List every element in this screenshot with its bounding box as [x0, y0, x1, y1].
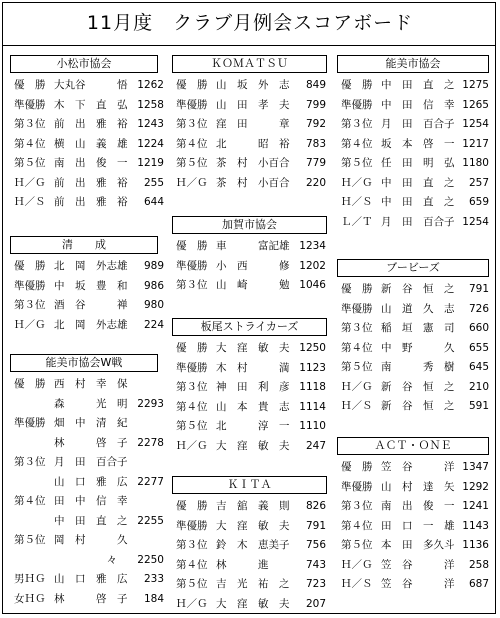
rank-label: Ｈ／Ｇ: [176, 176, 208, 189]
player-score: 1219: [137, 157, 164, 169]
player-name: 山 田 孝 夫: [216, 98, 290, 111]
rank-label: 第５位: [14, 157, 46, 169]
player-name: 森 光 明: [54, 397, 128, 410]
section-header-itao: 板尾ストライカーズ: [172, 318, 327, 336]
rank-label: 優 勝: [341, 283, 373, 295]
player-score: 989: [143, 260, 164, 272]
rank-label: 第５位: [176, 420, 208, 432]
player-score: 2255: [137, 514, 164, 527]
rank-label: 第３位: [341, 500, 373, 512]
player-name: 北 岡 外志雄: [54, 260, 128, 272]
player-name: 畑 中 清 紀: [54, 417, 128, 429]
rank-label: 第５位: [14, 534, 46, 546]
player-score: 220: [305, 176, 326, 189]
rank-label: 準優勝: [176, 519, 208, 532]
player-name: 田 口 一 雄: [381, 519, 455, 532]
rank-label: 準優勝: [176, 98, 208, 111]
score-row: [176, 360, 326, 376]
player-name: 新 谷 恒 之: [381, 283, 455, 295]
player-name: 月 田 百合子: [381, 118, 455, 130]
player-score: 655: [468, 341, 489, 354]
player-score: 2277: [137, 475, 164, 488]
score-row: [176, 136, 326, 152]
rank-label: 第４位: [341, 519, 373, 532]
score-row: [176, 175, 326, 191]
score-row: [176, 418, 326, 434]
player-score: 726: [468, 302, 489, 315]
player-name: 笠 谷 洋: [381, 461, 455, 473]
player-score: 743: [305, 558, 326, 571]
rank-label: 第４位: [14, 495, 46, 507]
player-name: 横 山 義 雄: [54, 137, 128, 150]
rank-label: 準優勝: [14, 417, 46, 429]
rank-label: 優 勝: [176, 342, 208, 354]
player-name: 茶 村 小百合: [216, 176, 290, 189]
score-row: [176, 116, 326, 132]
score-row: [14, 278, 164, 294]
score-row: [341, 459, 489, 475]
player-name: 笠 谷 洋: [381, 558, 455, 571]
player-name: 南 秀 樹: [381, 361, 455, 373]
player-score: 2278: [137, 436, 164, 449]
player-name: 月 田 百合子: [54, 456, 128, 468]
player-name: 大 窪 敏 夫: [216, 519, 290, 532]
player-score: 1110: [299, 420, 326, 432]
player-name: 神 田 利 彦: [216, 381, 290, 393]
player-score: 1243: [137, 118, 164, 130]
score-row: [341, 479, 489, 495]
player-score: 591: [468, 400, 489, 412]
score-row: [14, 513, 164, 529]
player-score: 791: [468, 283, 489, 295]
rank-label: 第３位: [14, 456, 46, 468]
score-row: [14, 136, 164, 152]
player-name: 中 田 直 之: [381, 79, 455, 91]
player-name: 稲 垣 憲 司: [381, 322, 455, 334]
rank-label: 優 勝: [14, 260, 46, 272]
player-name: 前 出 雅 裕: [54, 118, 128, 130]
rank-label: 優 勝: [341, 79, 373, 91]
player-name: 鈴 木 恵美子: [216, 539, 290, 551]
player-name: 山 道 久 志: [381, 302, 455, 315]
rank-label: Ｈ／Ｇ: [341, 176, 373, 189]
player-score: 1265: [462, 98, 489, 111]
score-row: [176, 438, 326, 454]
rank-label: 第５位: [176, 157, 208, 169]
player-score: 1224: [137, 137, 164, 150]
player-score: 980: [143, 299, 164, 311]
rank-label: 第３位: [176, 118, 208, 130]
player-score: 184: [143, 592, 164, 605]
score-row: [176, 596, 326, 612]
player-name: 酒 谷 禅: [54, 299, 128, 311]
player-score: 799: [305, 98, 326, 111]
player-score: 1258: [137, 98, 164, 111]
rank-label: 第３位: [14, 299, 46, 311]
rank-label: Ｈ／Ｓ: [14, 196, 46, 208]
player-name: 茶 村 小百合: [216, 157, 290, 169]
rank-label: Ｈ／Ｓ: [341, 196, 373, 208]
player-name: 々: [54, 553, 117, 566]
section-header-nomi: 能美市協会: [337, 55, 489, 73]
player-score: 1254: [462, 215, 489, 228]
player-name: 吉 光 祐 之: [216, 578, 290, 590]
score-row: [14, 474, 164, 490]
rank-label: Ｈ／Ｓ: [341, 400, 373, 412]
rank-label: Ｈ／Ｇ: [14, 318, 46, 331]
player-score: 660: [468, 322, 489, 334]
score-row: [14, 552, 164, 568]
player-score: 1136: [462, 539, 489, 551]
player-score: 1217: [462, 137, 489, 150]
page-title: 11月度 クラブ月例会スコアボード: [86, 12, 414, 34]
player-score: 1118: [299, 381, 326, 393]
player-name: 北 昭 裕: [216, 137, 290, 150]
score-row: [341, 340, 489, 356]
player-score: 1241: [462, 500, 489, 512]
player-score: 2250: [137, 553, 164, 566]
score-row: [14, 194, 164, 210]
player-score: 257: [468, 176, 489, 189]
score-row: [341, 214, 489, 230]
rank-label: 第５位: [341, 539, 373, 551]
rank-label: 準優勝: [341, 480, 373, 493]
score-row: [176, 97, 326, 113]
player-name: 南 出 俊 一: [381, 500, 455, 512]
score-row: [14, 155, 164, 171]
rank-label: 女ＨＧ: [14, 592, 46, 605]
rank-label: 第３位: [176, 279, 208, 291]
score-row: [14, 532, 164, 548]
rank-label: 準優勝: [14, 98, 46, 111]
rank-label: 優 勝: [14, 79, 46, 91]
rank-label: Ｈ／Ｇ: [176, 597, 208, 610]
rank-label: Ｈ／Ｇ: [341, 558, 373, 571]
player-score: 659: [468, 196, 489, 208]
section-header-kita: ＫＩＴＡ: [172, 476, 327, 494]
player-score: 1250: [299, 342, 326, 354]
score-row: [14, 435, 164, 451]
rank-label: Ｈ／Ｓ: [341, 578, 373, 590]
player-score: 1046: [299, 279, 326, 291]
player-name: 車 富記雄: [216, 240, 290, 252]
rank-label: 第３位: [176, 539, 208, 551]
score-row: [176, 77, 326, 93]
rank-label: 優 勝: [176, 79, 208, 91]
rank-label: Ｈ／Ｇ: [14, 176, 46, 189]
score-row: [176, 518, 326, 534]
player-score: 779: [305, 157, 326, 169]
player-score: 224: [143, 318, 164, 331]
player-score: 1292: [462, 480, 489, 493]
rank-label: 第５位: [341, 361, 373, 373]
player-score: 207: [305, 597, 326, 610]
score-row: [176, 498, 326, 514]
player-score: 986: [143, 279, 164, 292]
score-row: [176, 238, 326, 254]
player-score: 210: [468, 380, 489, 393]
player-score: 1123: [299, 361, 326, 374]
score-row: [341, 301, 489, 317]
player-name: 大 窪 敏 夫: [216, 597, 290, 610]
player-name: 南 出 俊 一: [54, 157, 128, 169]
section-header-komatsu2: ＫＯＭＡＴＳＵ: [172, 55, 327, 73]
player-name: 中 田 信 幸: [381, 98, 455, 111]
player-name: 大 窪 敏 夫: [216, 342, 290, 354]
player-name: 任 田 明 弘: [381, 157, 455, 169]
rank-label: 準優勝: [14, 279, 46, 292]
rank-label: Ｌ／Ｔ: [341, 215, 373, 228]
player-name: 木 下 直 弘: [54, 98, 128, 111]
rank-label: 第３位: [341, 322, 373, 334]
rank-label: 第５位: [341, 157, 373, 169]
rank-label: 第３位: [14, 118, 46, 130]
player-score: 258: [468, 558, 489, 571]
score-row: [14, 97, 164, 113]
score-row: [341, 398, 489, 414]
player-score: 1202: [299, 259, 326, 272]
player-name: 岡 村 久: [54, 534, 128, 546]
player-name: 山 本 貴 志: [216, 400, 290, 413]
score-row: [14, 297, 164, 313]
rank-label: 準優勝: [341, 98, 373, 111]
player-name: 北 岡 外志雄: [54, 318, 128, 331]
score-row: [341, 194, 489, 210]
score-row: [14, 396, 164, 412]
player-score: 644: [143, 196, 164, 208]
section-header-seisei: 清 成: [10, 236, 158, 254]
player-score: 1262: [137, 79, 164, 91]
section-header-kaga: 加賀市協会: [172, 216, 327, 234]
player-name: 吉 舘 義 則: [216, 500, 290, 512]
section-header-nomiw: 能美市協会W戦: [10, 354, 158, 372]
score-row: [341, 518, 489, 534]
player-name: 山 口 雅 広: [54, 573, 128, 585]
player-name: 前 出 雅 裕: [54, 176, 128, 189]
score-row: [176, 537, 326, 553]
score-row: [341, 359, 489, 375]
score-row: [341, 77, 489, 93]
rank-label: 第４位: [341, 137, 373, 150]
score-row: [14, 454, 164, 470]
score-row: [14, 415, 164, 431]
score-row: [341, 498, 489, 514]
player-score: 826: [305, 500, 326, 512]
player-name: 大 窪 敏 夫: [216, 439, 290, 452]
player-name: 山 口 雅 広: [54, 475, 128, 488]
score-row: [14, 591, 164, 607]
score-row: [176, 557, 326, 573]
score-row: [341, 379, 489, 395]
score-row: [341, 557, 489, 573]
player-name: 林 啓 子: [54, 436, 128, 449]
player-name: 木 村 満: [216, 361, 290, 374]
rank-label: 第４位: [176, 137, 208, 150]
score-row: [341, 576, 489, 592]
score-row: [341, 116, 489, 132]
rank-label: 男ＨＧ: [14, 573, 46, 585]
rank-label: 優 勝: [176, 240, 208, 252]
score-row: [341, 320, 489, 336]
player-score: 1275: [462, 79, 489, 91]
score-row: [176, 379, 326, 395]
rank-label: Ｈ／Ｇ: [341, 380, 373, 393]
player-name: 中 田 直 之: [381, 176, 455, 189]
score-row: [14, 317, 164, 333]
player-name: 山 村 達 矢: [381, 480, 455, 493]
player-name: 中 田 直 之: [54, 514, 128, 527]
player-name: 中 野 久: [381, 341, 455, 354]
rank-label: 第４位: [14, 137, 46, 150]
player-name: 田 中 信 幸: [54, 495, 128, 507]
player-score: 1254: [462, 118, 489, 130]
rank-label: Ｈ／Ｇ: [176, 439, 208, 452]
score-row: [341, 136, 489, 152]
section-header-komatsu: 小松市協会: [10, 55, 158, 73]
rank-label: 第４位: [176, 558, 208, 571]
rank-label: 優 勝: [341, 461, 373, 473]
player-score: 2293: [137, 397, 164, 410]
score-row: [176, 155, 326, 171]
player-score: 1234: [299, 240, 326, 252]
player-score: 1114: [299, 400, 326, 413]
player-score: 247: [305, 439, 326, 452]
player-score: 1180: [462, 157, 489, 169]
player-name: 中 坂 豊 和: [54, 279, 128, 292]
rank-label: 第４位: [176, 400, 208, 413]
rank-label: 準優勝: [176, 361, 208, 374]
player-score: 792: [305, 118, 326, 130]
player-name: 坂 本 啓 一: [381, 137, 455, 150]
score-row: [176, 258, 326, 274]
section-header-actone: ＡＣＴ・ＯＮＥ: [337, 437, 489, 455]
rank-label: 準優勝: [341, 302, 373, 315]
player-score: 1143: [462, 519, 489, 532]
player-score: 687: [468, 578, 489, 590]
score-row: [14, 258, 164, 274]
player-name: 大丸谷 悟: [54, 79, 128, 91]
rank-label: 第３位: [176, 381, 208, 393]
player-name: 中 田 直 之: [381, 196, 455, 208]
score-row: [341, 281, 489, 297]
score-row: [176, 277, 326, 293]
score-row: [341, 175, 489, 191]
rank-label: 第３位: [341, 118, 373, 130]
score-row: [176, 399, 326, 415]
player-name: 月 田 百合子: [381, 215, 455, 228]
player-score: 783: [305, 137, 326, 150]
player-score: 849: [305, 79, 326, 91]
rank-label: 第５位: [176, 578, 208, 590]
score-row: [14, 77, 164, 93]
score-row: [176, 340, 326, 356]
player-score: 756: [305, 539, 326, 551]
score-row: [176, 576, 326, 592]
score-row: [341, 97, 489, 113]
player-name: 山 崎 勉: [216, 279, 290, 291]
player-score: 1347: [462, 461, 489, 473]
player-name: 林 進: [216, 558, 269, 571]
section-header-boobies: ブービーズ: [337, 259, 489, 277]
score-row: [341, 155, 489, 171]
player-name: 北 淳 一: [216, 420, 290, 432]
player-score: 723: [305, 578, 326, 590]
rank-label: 優 勝: [176, 500, 208, 512]
rank-label: 第４位: [341, 341, 373, 354]
rank-label: 準優勝: [176, 259, 208, 272]
score-row: [14, 376, 164, 392]
player-score: 233: [143, 573, 164, 585]
player-score: 791: [305, 519, 326, 532]
player-name: 新 谷 恒 之: [381, 380, 455, 393]
score-row: [14, 175, 164, 191]
player-name: 本 田 多久斗: [381, 539, 455, 551]
score-row: [341, 537, 489, 553]
score-row: [14, 571, 164, 587]
player-name: 林 啓 子: [54, 592, 128, 605]
player-name: 小 西 修: [216, 259, 290, 272]
player-name: 笠 谷 洋: [381, 578, 455, 590]
score-row: [14, 493, 164, 509]
player-score: 645: [468, 361, 489, 373]
rank-label: 優 勝: [14, 378, 46, 390]
score-row: [14, 116, 164, 132]
player-name: 窪 田 章: [216, 118, 290, 130]
player-name: 西 村 幸 保: [54, 378, 128, 390]
player-score: 255: [143, 176, 164, 189]
player-name: 前 出 雅 裕: [54, 196, 128, 208]
player-name: 新 谷 恒 之: [381, 400, 455, 412]
player-name: 山 坂 外 志: [216, 79, 290, 91]
title-divider: [2, 45, 496, 46]
